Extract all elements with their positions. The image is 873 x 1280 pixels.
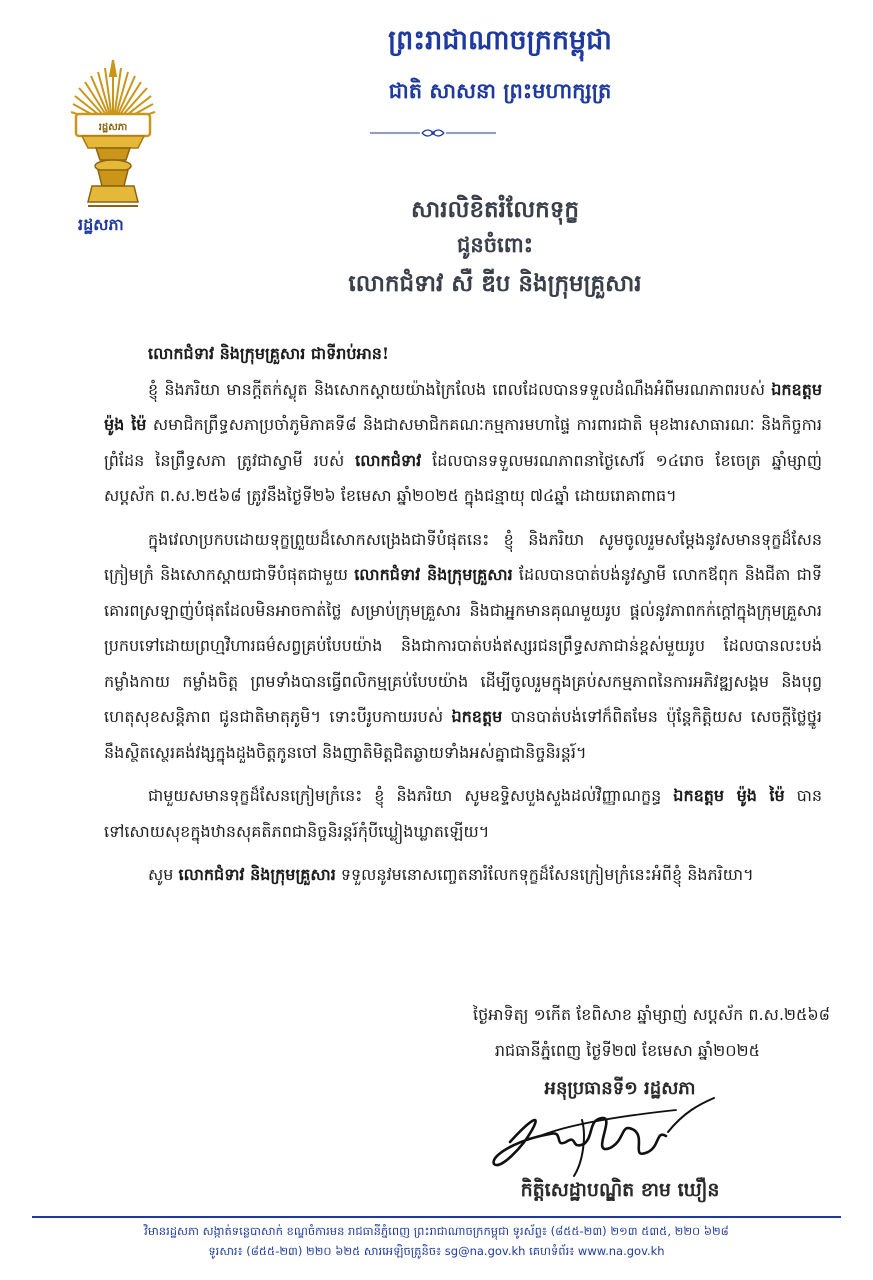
addressee-name: លោកជំទាវ និងក្រុមគ្រួសារ xyxy=(354,565,513,584)
salutation: លោកជំទាវ និងក្រុមគ្រួសារ ជាទីរាប់អាន! xyxy=(148,344,389,363)
text-run: បានទៅសោយសុខក្នុងឋានសុគតិភពជានិច្ចនិរន្តរ៍កុំបីឃ្លៀងឃ្លាតឡើយ។ xyxy=(104,786,823,841)
national-assembly-emblem-icon xyxy=(68,56,158,208)
emblem-text: រដ្ឋសភា xyxy=(98,122,128,133)
emblem-label: រដ្ឋសភា xyxy=(78,215,124,234)
deceased-name: ឯកឧត្តម ម៉ូង ម៉ៃ xyxy=(673,786,785,805)
letter-body xyxy=(104,336,822,893)
kingdom-title: ព្រះរាជាណាចក្រកម្ពុជា xyxy=(388,25,612,56)
addressee-name: លោកជំទាវ xyxy=(355,450,422,470)
paragraph-2 xyxy=(104,522,822,771)
lunar-date: ថ្ងៃអាទិត្យ ១កើត ខែពិសាខ ឆ្នាំម្សាញ់ សប្តស័ក ព.ស.២៥៦៨ xyxy=(472,1005,830,1024)
text-run: ក្នុងវេលាប្រកបដោយទុក្ខព្រួយដ៏សោកសង្រេងជាទីបំផុតនេះ ខ្ញុំ និងភរិយា សូមចូលរួមសម្តែងនូវសមានទុក្ខដ៏សែនក្រៀមក្រំ និងសោកស្តាយជាទីបំផុតជាមួយ xyxy=(104,529,822,584)
signer-role: អនុប្រធានទី១ រដ្ឋសភា xyxy=(544,1078,696,1099)
footer-divider xyxy=(32,1216,841,1218)
ornament-divider-icon xyxy=(368,126,498,140)
letter-title: សារលិខិតរំលែកទុក្ខ xyxy=(411,196,579,223)
deceased-title: ឯកឧត្តម xyxy=(451,707,503,726)
footer-contact: ទូរសារ៖ (៨៥៥-២៣) ២២០ ៦២៥ សារអេឡិចត្រូនិច៖ sg@na.gov.kh គេហទំព័រ៖ www.na.gov.kh xyxy=(208,1244,665,1258)
solar-date: រាជធានីភ្នំពេញ ថ្ងៃទី២៧ ខែមេសា ឆ្នាំ២០២៥ xyxy=(494,1041,760,1060)
national-motto: ជាតិ សាសនា ព្រះមហាក្សត្រ xyxy=(388,78,612,103)
paragraph-1 xyxy=(104,372,822,514)
text-run: ជាមួយសមានទុក្ខដ៏សែនក្រៀមក្រំនេះ ខ្ញុំ និងភរិយា សូមឧទ្ទិសបួងសួងដល់វិញ្ញាណក្ខន្ធ xyxy=(148,786,674,805)
letter-addressee-label: ជូនចំពោះ xyxy=(457,232,533,257)
deceased-name: ឯកឧត្តម ម៉ូង ម៉ៃ xyxy=(104,379,822,434)
text-run: បានបាត់បង់ទៅក៏ពិតមែន ប៉ុន្តែកិត្តិយស សេចក្តីថ្លៃថ្នូរ នឹងស្ថិតស្ថេរគង់វង្សក្នុងដួងចិត្តកូនចៅ និងញាតិមិត្តជិតឆ្ងាយទាំងអស់គ្នាជានិច្ចនិរន្តរ៍។ xyxy=(104,707,822,762)
text-run: សមាជិកព្រឹទ្ធសភាប្រចាំភូមិភាគទី៨ និងជាសមាជិកគណៈកម្មការមហាផ្ទៃ ការពារជាតិ មុខងារសាធារណៈ និងកិច្ចការព្រំដែន នៃព្រឹទ្ធសភា ត្រូវជាស្វាមី របស់ xyxy=(104,415,822,470)
text-run: ដែលបានបាត់បង់នូវស្វាមី លោកឪពុក និងជីតា ជាទីគោរពស្រឡាញ់បំផុតដែលមិនអាចកាត់ថ្លៃ សម្រាប់ក្រុមគ្រួសារ និងជាអ្នកមានគុណមួយរូប ផ្តល់នូវភាពកក់ក្តៅក្នុងក្រុមគ្រួសារប្រកបទៅដោយព្រហ្មវិហារធម៌សព្វគ្រប់បែបយ៉ាង និងជាការបាត់បង់ឥស្សរជនព្រឹទ្ធសភាជាន់ខ្ពស់មួយរូប ដែលបានលះបង់កម្លាំងកាយ កម្លាំងចិត្ត ព្រមទាំងបានធ្វើពលិកម្មគ្រប់បែបយ៉ាង ដើម្បីចូលរួមក្នុងគ្រប់សកម្មភាពនៃការអភិវឌ្ឍសង្គម និងបុព្វហេតុសុខសន្តិភាព ជូនជាតិមាតុភូមិ។ ទោះបីរូបកាយរបស់ xyxy=(104,565,823,726)
handwritten-signature-icon xyxy=(470,1090,720,1182)
addressee-name: លោកជំទាវ និងក្រុមគ្រួសារ xyxy=(178,865,336,884)
paragraph-3 xyxy=(104,778,822,849)
text-run: ខ្ញុំ និងភរិយា មានក្តីតក់ស្លុត និងសោកស្តាយយ៉ាងក្រៃលែង ពេលដែលបានទទួលដំណឹងអំពីមរណភាពរបស់ xyxy=(148,379,772,399)
signer-name: កិត្តិសេដ្ឋាបណ្ឌិត ខាម ឃឿន xyxy=(520,1179,720,1201)
text-run: ដែលបានទទួលមរណភាពនាថ្ងៃសៅរ៍ ១៤រោច ខែចេត្រ ឆ្នាំម្សាញ់ សប្តស័ក ព.ស.២៥៦៨ ត្រូវនឹងថ្ងៃទី២៦ ខែមេសា ឆ្នាំ២០២៥ ក្នុងជន្មាយុ ៧៤ឆ្នាំ ដោយរោគាពាធ។ xyxy=(104,450,823,505)
paragraph-4 xyxy=(104,857,822,893)
footer-address: វិមានរដ្ឋសភា សង្កាត់ទន្លេបាសាក់ ខណ្ឌចំការមន រាជធានីភ្នំពេញ ព្រះរាជាណាចក្រកម្ពុជា ទូរស័ព្ទ៖ (៨៥៥-២៣) ២១៣ ៥៣៥, ២២០ ៦២៨ xyxy=(144,1224,729,1238)
text-run: សូម xyxy=(148,865,179,884)
text-run: ទទួលនូវមនោសញ្ចេតនារំលែកទុក្ខដ៏សែនក្រៀមក្រំនេះអំពីខ្ញុំ និងភរិយា។ xyxy=(335,865,754,884)
letter-addressee: លោកជំទាវ សឺ ឌីប និងក្រុមគ្រួសារ xyxy=(348,270,642,297)
